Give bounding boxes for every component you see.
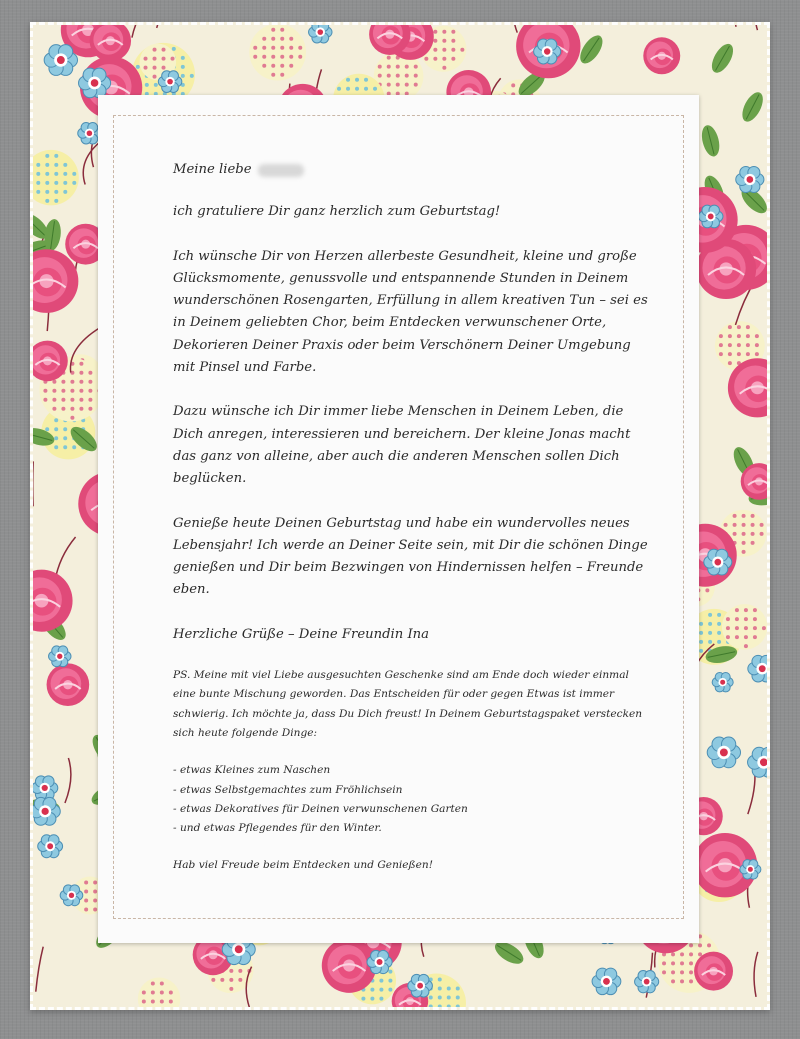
- closing: Herzliche Grüße – Deine Freundin Ina: [173, 626, 430, 642]
- rose-motif: [694, 952, 733, 991]
- leaf-motif: [699, 123, 722, 158]
- final-line: Hab viel Freude beim Entdecken und Genießen!: [173, 859, 433, 872]
- gift-list: [173, 761, 653, 838]
- list-item: - etwas Kleines zum Naschen: [173, 764, 331, 777]
- letter-text: [173, 159, 653, 876]
- blossom-motif: [79, 68, 111, 98]
- stem-motif: [132, 25, 158, 38]
- paragraph-2: Dazu wünsche ich Dir immer liebe Menschen in Deinem Leben, die Dich anregen, interessieren und bereichern. Der kleine Jonas macht das ganz von alleine, aber auch die anderen Menschen sollen Dich beglücken.: [173, 404, 631, 487]
- blossom-motif: [748, 655, 770, 682]
- polka-dot-motif: [33, 150, 79, 206]
- leaf-motif: [576, 32, 607, 67]
- blossom-motif: [736, 166, 764, 192]
- salutation: Meine liebe: [173, 162, 252, 177]
- greeting: ich gratuliere Dir ganz herzlich zum Geburtstag!: [173, 204, 501, 220]
- blossom-motif: [309, 25, 332, 43]
- blossom-motif: [707, 737, 740, 768]
- list-item: - etwas Selbstgemachtes zum Fröhlichsein: [173, 783, 403, 796]
- rose-motif: [643, 37, 680, 74]
- blossom-motif: [49, 646, 71, 667]
- stem-motif: [735, 25, 745, 27]
- polka-dot-motif: [249, 25, 306, 81]
- blossom-motif: [740, 860, 761, 879]
- list-item: - und etwas Pflegendes für den Winter.: [173, 822, 382, 835]
- leaf-motif: [738, 89, 767, 125]
- blossom-motif: [635, 971, 659, 993]
- blossom-motif: [367, 950, 392, 973]
- stem-motif: [36, 947, 43, 992]
- blossom-motif: [592, 968, 621, 995]
- polka-dot-motif: [722, 604, 767, 649]
- ps-paragraph: PS. Meine mit viel Liebe ausgesuchten Geschenke sind am Ende doch wieder einmal eine bunte Mischung geworden. Das Entscheiden für oder gegen Etwas ist immer schwierig. Ich möchte ja, dass Du Dich freust! In Deinem Geburtstagspaket verstecken sich heute folgende Dinge:: [173, 669, 643, 739]
- blossom-motif: [38, 835, 63, 858]
- blossom-motif: [408, 974, 433, 997]
- blossom-motif: [33, 797, 60, 825]
- stem-motif: [748, 769, 755, 814]
- rose-motif: [47, 663, 90, 706]
- paragraph-3: Genieße heute Deinen Geburtstag und habe ein wundervolles neues Lebensjahr! Ich werde an Deiner Seite sein, mit Dir die schönen Dinge genießen und Dir beim Bezwingen von Hindernissen helfen – Freunde eben.: [173, 515, 648, 598]
- stem-motif: [157, 25, 187, 28]
- polka-dot-motif: [138, 978, 181, 1010]
- blossom-motif: [704, 549, 732, 575]
- blossom-motif: [534, 39, 561, 64]
- paragraph-1: Ich wünsche Dir von Herzen allerbeste Gesundheit, kleine und große Glücksmomente, genussvolle und entspannende Stunden in Deinem wunderschönen Rosengarten, Erfüllung in allem kreativen Tun – sei es in Deinem geliebten Chor, beim Entdecken verwunschener Orte, Dekorieren Deiner Praxis oder beim Verschönern Deiner Umgebung mit Pinsel und Farbe.: [173, 248, 648, 376]
- rose-motif: [33, 570, 73, 632]
- blossom-motif: [158, 71, 182, 93]
- stem-motif: [754, 952, 758, 997]
- salutation-line: [173, 159, 653, 181]
- list-item: - etwas Dekoratives für Deinen verwunschenen Garten: [173, 802, 468, 815]
- leaf-motif: [708, 40, 738, 76]
- blurred-name: [258, 164, 304, 177]
- blossom-motif: [44, 45, 77, 76]
- blossom-motif: [60, 885, 83, 906]
- postscript: [173, 666, 653, 876]
- stem-motif: [756, 25, 770, 30]
- blossom-motif: [712, 672, 733, 691]
- blossom-motif: [748, 747, 770, 777]
- blossom-motif: [698, 205, 723, 228]
- letter-sheet: [98, 95, 699, 943]
- stem-motif: [65, 758, 71, 803]
- blossom-motif: [33, 776, 58, 800]
